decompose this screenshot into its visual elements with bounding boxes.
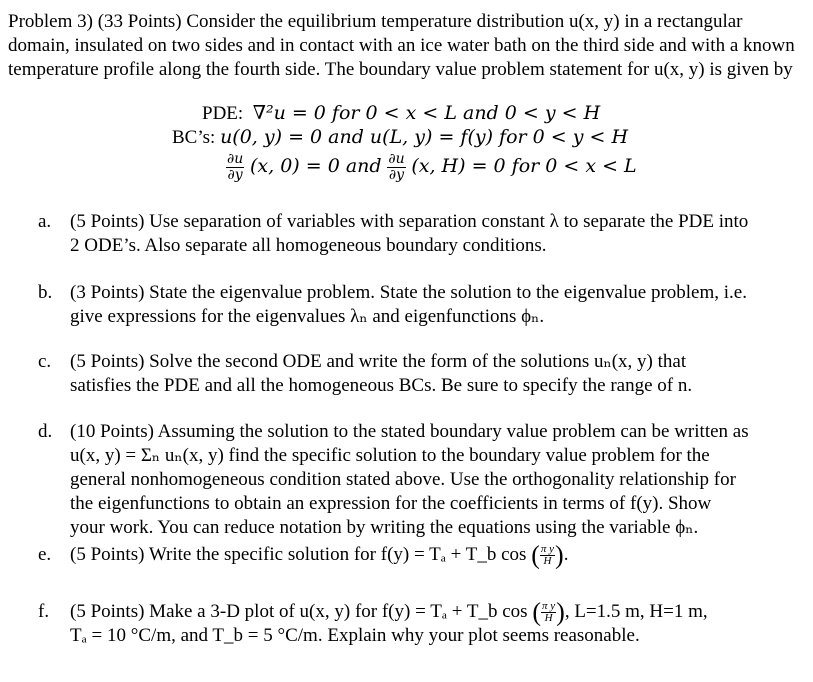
part-letter: c. <box>38 351 52 372</box>
part-line: the eigenfunctions to obtain an expression for the coefficients in terms of f(y). Show <box>70 493 712 514</box>
bc1-line <box>172 125 628 150</box>
part-letter: e. <box>38 544 52 565</box>
partial-derivative-1: $\frac{\partial u}{\partial y}$ <box>227 151 244 183</box>
part-letter: a. <box>38 211 52 232</box>
bc2-right: (x, H) = 0 for 0 < x < L <box>411 154 637 177</box>
cos-fraction: $\frac{\text{π y}}{H}$ <box>542 600 556 625</box>
part-letter: f. <box>38 601 50 622</box>
bc2-left: (x, 0) = 0 and <box>250 154 382 177</box>
pde-label: PDE: <box>202 103 244 124</box>
part-line: (5 Points) Use separation of variables with separation constant λ to separate the PDE into <box>70 211 749 232</box>
part-line: your work. You can reduce notation by writing the equations using the variable ϕₙ. <box>70 517 699 538</box>
part-line: (5 Points) Write the specific solution for f(y) = Tₐ + T_b cos ( $\frac{\text{π y}}{H}$ ). <box>70 540 569 570</box>
part-line: (5 Points) Solve the second ODE and write the form of the solutions uₙ(x, y) that <box>70 351 687 372</box>
bc1-equation: u(0, y) = 0 and u(L, y) = f(y) for 0 < y < H <box>220 126 629 148</box>
part-line: satisfies the PDE and all the homogeneous BCs. Be sure to specify the range of n. <box>70 375 693 396</box>
cos-fraction: $\frac{\text{π y}}{H}$ <box>540 543 555 568</box>
part-line: 2 ODE’s. Also separate all homogeneous boundary conditions. <box>70 235 547 256</box>
problem-intro: Problem 3) (33 Points) Consider the equilibrium temperature distribution u(x, y) in a rectangular domain, insulated on two sides and in contact with an ice water bath on the third side and with a known temperature profile along the fourth side. The boundary value problem statement for u(x, y) is given by <box>8 11 795 80</box>
part-letter: d. <box>38 421 53 442</box>
part-line: give expressions for the eigenvalues λₙ and eigenfunctions ϕₙ. <box>70 306 545 327</box>
partial-derivative-2: $\frac{\partial u}{\partial y}$ <box>388 151 405 183</box>
part-line: Tₐ = 10 °C/m, and T_b = 5 °C/m. Explain why your plot seems reasonable. <box>70 625 640 647</box>
part-line: general nonhomogeneous condition stated above. Use the orthogonality relationship for <box>70 469 736 490</box>
bc-label: BC’s: <box>172 127 216 148</box>
pde-equation: ∇²u = 0 for 0 < x < L and 0 < y < H <box>252 102 601 124</box>
part-line: (10 Points) Assuming the solution to the stated boundary value problem can be written as <box>70 421 749 442</box>
part-line: (3 Points) State the eigenvalue problem. State the solution to the eigenvalue problem, i.e. <box>70 282 747 303</box>
part-line: (5 Points) Make a 3-D plot of u(x, y) for f(y) = Tₐ + T_b cos ( $\frac{\text{π y}}{H}$ ), L=1.5 m, H=1 m, <box>70 597 708 627</box>
bc2-line <box>225 152 637 183</box>
part-letter: b. <box>38 282 53 303</box>
pde-line <box>202 101 600 126</box>
part-line: u(x, y) = Σₙ uₙ(x, y) find the specific solution to the boundary value problem for the <box>70 445 710 466</box>
